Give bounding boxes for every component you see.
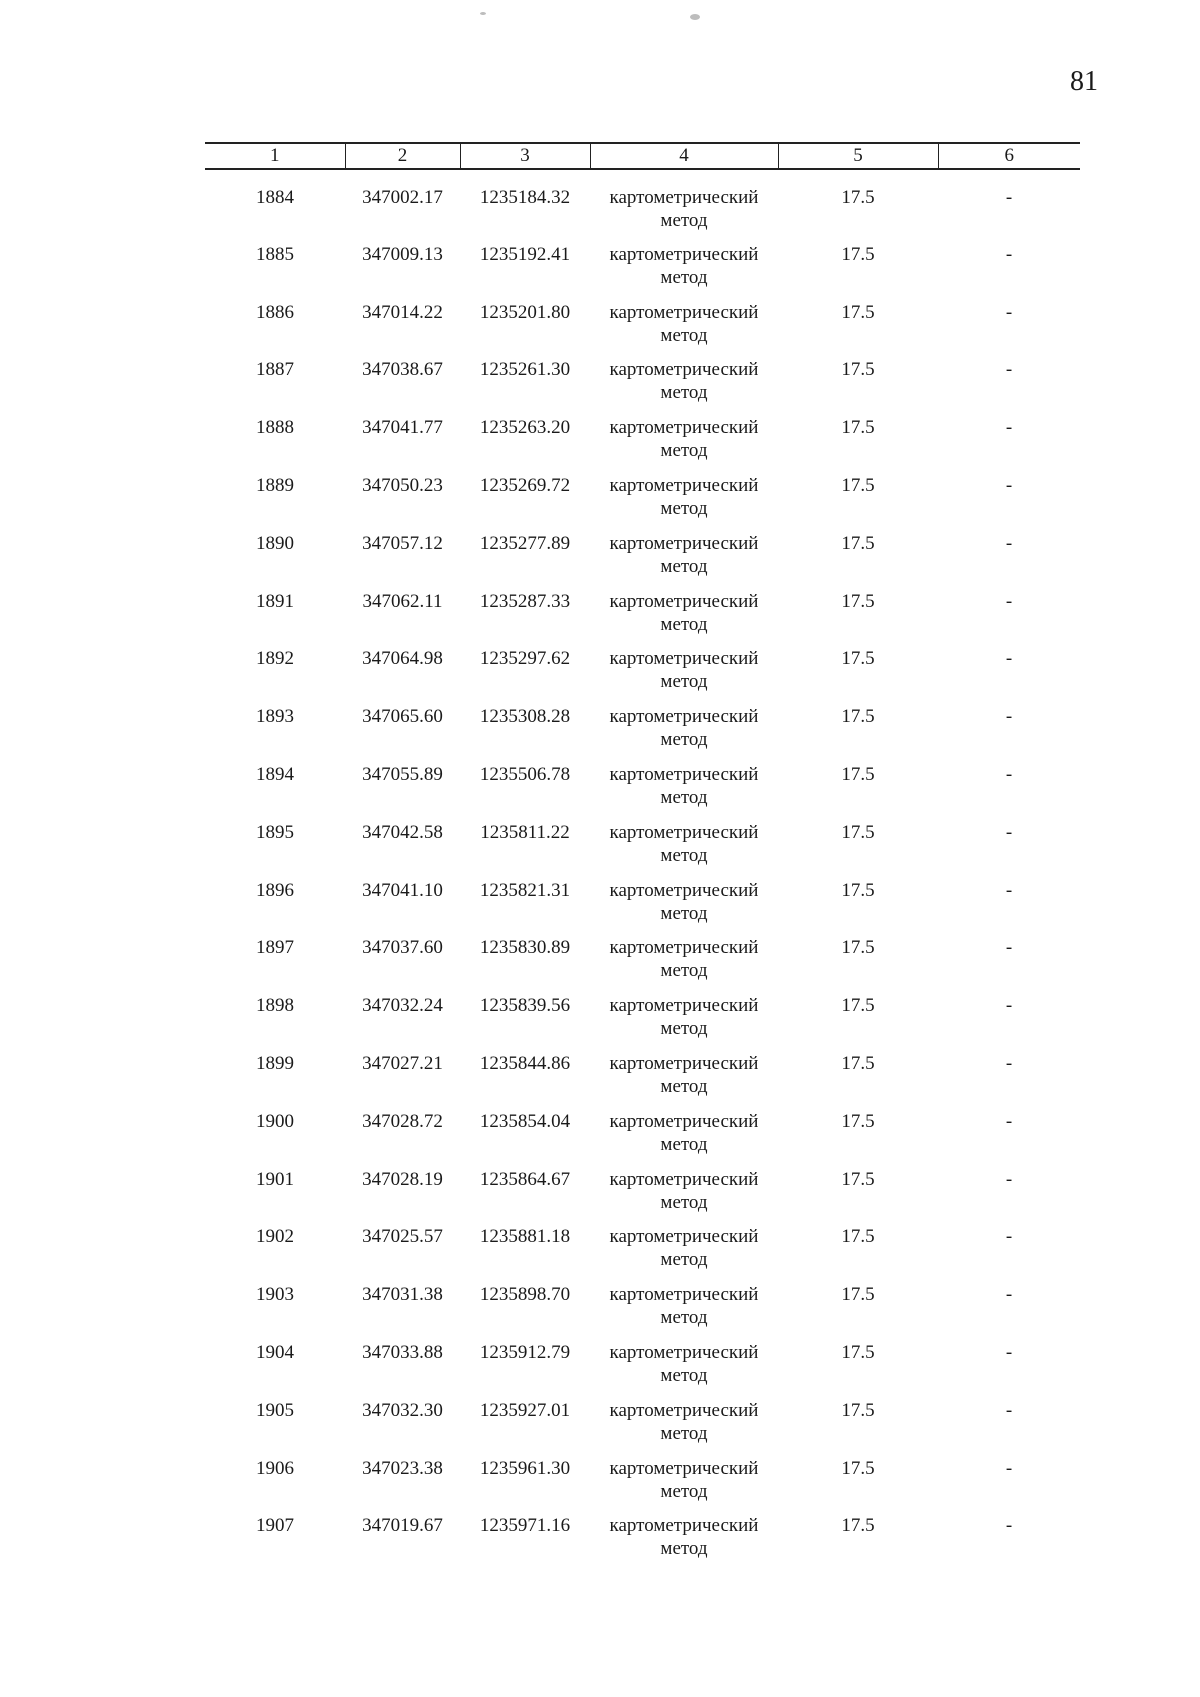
table-row bbox=[205, 416, 1080, 474]
cell-y-coordinate: 1235277.89 bbox=[479, 532, 571, 554]
table-row bbox=[205, 763, 1080, 821]
method-line-2: метод bbox=[660, 902, 708, 924]
cell-x-coordinate: 347031.38 bbox=[362, 1284, 443, 1306]
cell-method bbox=[590, 705, 778, 763]
cell-x-coordinate: 347028.72 bbox=[362, 1110, 443, 1132]
cell-method bbox=[590, 1341, 778, 1399]
method-line-2: метод bbox=[660, 1422, 708, 1444]
cell-x-coordinate: 347027.21 bbox=[362, 1052, 443, 1074]
method-line-1: картометрический bbox=[609, 1515, 759, 1537]
table-row bbox=[205, 1457, 1080, 1515]
method-line-2: метод bbox=[660, 729, 708, 751]
cell-note: - bbox=[1005, 417, 1013, 439]
method-line-1: картометрический bbox=[609, 821, 759, 843]
cell-point-number: 1904 bbox=[256, 1341, 294, 1363]
scan-speck bbox=[690, 14, 700, 20]
cell-note: - bbox=[1005, 706, 1013, 728]
cell-y-coordinate: 1235506.78 bbox=[479, 763, 571, 785]
method-line-2: метод bbox=[660, 324, 708, 346]
cell-note: - bbox=[1005, 187, 1013, 208]
cell-point-number: 1897 bbox=[256, 937, 294, 959]
cell-method bbox=[590, 1457, 778, 1515]
header-col-2: 2 bbox=[345, 143, 460, 169]
cell-value: 17.5 bbox=[841, 1168, 875, 1190]
cell-value: 17.5 bbox=[841, 937, 875, 959]
method-line-1: картометрический bbox=[609, 1399, 759, 1421]
cell-y-coordinate: 1235961.30 bbox=[479, 1457, 571, 1479]
cell-x-coordinate: 347050.23 bbox=[362, 474, 443, 496]
cell-x-coordinate: 347009.13 bbox=[362, 243, 443, 265]
method-line-1: картометрический bbox=[609, 1284, 759, 1306]
cell-y-coordinate: 1235854.04 bbox=[479, 1110, 571, 1132]
cell-value: 17.5 bbox=[841, 1110, 875, 1132]
cell-value: 17.5 bbox=[841, 1284, 875, 1306]
method-line-2: метод bbox=[660, 555, 708, 577]
cell-value: 17.5 bbox=[841, 590, 875, 612]
method-line-2: метод bbox=[660, 382, 708, 404]
cell-method bbox=[590, 1283, 778, 1341]
cell-note: - bbox=[1005, 763, 1013, 785]
method-line-1: картометрический bbox=[609, 706, 759, 728]
cell-point-number: 1907 bbox=[256, 1515, 294, 1537]
cell-x-coordinate: 347038.67 bbox=[362, 359, 443, 381]
table-row bbox=[205, 994, 1080, 1052]
cell-point-number: 1906 bbox=[256, 1457, 294, 1479]
cell-y-coordinate: 1235971.16 bbox=[479, 1515, 571, 1537]
cell-method bbox=[590, 416, 778, 474]
method-line-2: метод bbox=[660, 1538, 708, 1560]
cell-method bbox=[590, 647, 778, 705]
cell-note: - bbox=[1005, 532, 1013, 554]
cell-point-number: 1901 bbox=[256, 1168, 294, 1190]
method-line-2: метод bbox=[660, 671, 708, 693]
cell-y-coordinate: 1235927.01 bbox=[479, 1399, 571, 1421]
cell-point-number: 1888 bbox=[256, 417, 294, 439]
cell-y-coordinate: 1235263.20 bbox=[479, 417, 571, 439]
cell-value: 17.5 bbox=[841, 1399, 875, 1421]
method-line-1: картометрический bbox=[609, 474, 759, 496]
header-col-3: 3 bbox=[460, 143, 590, 169]
cell-x-coordinate: 347064.98 bbox=[362, 648, 443, 670]
method-line-1: картометрический bbox=[609, 995, 759, 1017]
table-row bbox=[205, 590, 1080, 648]
cell-method bbox=[590, 590, 778, 648]
method-line-2: метод bbox=[660, 960, 708, 982]
method-line-1: картометрический bbox=[609, 1226, 759, 1248]
table-row bbox=[205, 705, 1080, 763]
table-row bbox=[205, 169, 1080, 243]
cell-note: - bbox=[1005, 821, 1013, 843]
cell-method bbox=[590, 936, 778, 994]
cell-note: - bbox=[1005, 1399, 1013, 1421]
cell-point-number: 1891 bbox=[256, 590, 294, 612]
cell-x-coordinate: 347065.60 bbox=[362, 706, 443, 728]
cell-x-coordinate: 347062.11 bbox=[362, 590, 443, 612]
table-body bbox=[205, 169, 1080, 1572]
cell-value: 17.5 bbox=[841, 243, 875, 265]
header-col-1: 1 bbox=[205, 143, 345, 169]
cell-method bbox=[590, 169, 778, 243]
cell-point-number: 1900 bbox=[256, 1110, 294, 1132]
cell-y-coordinate: 1235269.72 bbox=[479, 474, 571, 496]
header-col-6: 6 bbox=[938, 143, 1080, 169]
table-row bbox=[205, 301, 1080, 359]
cell-y-coordinate: 1235898.70 bbox=[479, 1284, 571, 1306]
cell-note: - bbox=[1005, 648, 1013, 670]
cell-value: 17.5 bbox=[841, 1457, 875, 1479]
cell-x-coordinate: 347002.17 bbox=[362, 187, 443, 208]
cell-value: 17.5 bbox=[841, 301, 875, 323]
cell-value: 17.5 bbox=[841, 1052, 875, 1074]
page-number: 81 bbox=[1070, 66, 1098, 97]
cell-y-coordinate: 1235184.32 bbox=[479, 187, 571, 208]
cell-note: - bbox=[1005, 590, 1013, 612]
cell-note: - bbox=[1005, 301, 1013, 323]
table-row bbox=[205, 1514, 1080, 1572]
cell-point-number: 1890 bbox=[256, 532, 294, 554]
cell-note: - bbox=[1005, 1341, 1013, 1363]
header-col-5: 5 bbox=[778, 143, 938, 169]
cell-note: - bbox=[1005, 995, 1013, 1017]
cell-y-coordinate: 1235201.80 bbox=[479, 301, 571, 323]
header-col-4: 4 bbox=[590, 143, 778, 169]
method-line-1: картометрический bbox=[609, 879, 759, 901]
cell-note: - bbox=[1005, 1515, 1013, 1537]
method-line-1: картометрический bbox=[609, 1341, 759, 1363]
cell-point-number: 1887 bbox=[256, 359, 294, 381]
cell-x-coordinate: 347057.12 bbox=[362, 532, 443, 554]
method-line-2: метод bbox=[660, 1075, 708, 1097]
method-line-2: метод bbox=[660, 1249, 708, 1271]
method-line-1: картометрический bbox=[609, 1457, 759, 1479]
method-line-2: метод bbox=[660, 844, 708, 866]
cell-y-coordinate: 1235839.56 bbox=[479, 995, 571, 1017]
table-row bbox=[205, 936, 1080, 994]
cell-point-number: 1902 bbox=[256, 1226, 294, 1248]
table-row bbox=[205, 1225, 1080, 1283]
cell-point-number: 1886 bbox=[256, 301, 294, 323]
cell-note: - bbox=[1005, 1457, 1013, 1479]
cell-y-coordinate: 1235192.41 bbox=[479, 243, 571, 265]
cell-y-coordinate: 1235821.31 bbox=[479, 879, 571, 901]
method-line-2: метод bbox=[660, 440, 708, 462]
cell-point-number: 1894 bbox=[256, 763, 294, 785]
method-line-1: картометрический bbox=[609, 590, 759, 612]
method-line-1: картометрический bbox=[609, 1168, 759, 1190]
table-row bbox=[205, 474, 1080, 532]
method-line-1: картометрический bbox=[609, 1110, 759, 1132]
table-row bbox=[205, 879, 1080, 937]
method-line-2: метод bbox=[660, 1307, 708, 1329]
cell-point-number: 1889 bbox=[256, 474, 294, 496]
method-line-1: картометрический bbox=[609, 532, 759, 554]
cell-x-coordinate: 347032.24 bbox=[362, 995, 443, 1017]
cell-method bbox=[590, 1514, 778, 1572]
cell-method bbox=[590, 1168, 778, 1226]
scan-speck bbox=[480, 12, 486, 15]
cell-note: - bbox=[1005, 1110, 1013, 1132]
coordinates-table bbox=[205, 142, 1080, 1572]
cell-note: - bbox=[1005, 474, 1013, 496]
cell-value: 17.5 bbox=[841, 706, 875, 728]
cell-method bbox=[590, 1399, 778, 1457]
cell-y-coordinate: 1235308.28 bbox=[479, 706, 571, 728]
method-line-1: картометрический bbox=[609, 1052, 759, 1074]
cell-x-coordinate: 347055.89 bbox=[362, 763, 443, 785]
cell-value: 17.5 bbox=[841, 417, 875, 439]
method-line-2: метод bbox=[660, 1018, 708, 1040]
cell-y-coordinate: 1235881.18 bbox=[479, 1226, 571, 1248]
cell-method bbox=[590, 1052, 778, 1110]
cell-note: - bbox=[1005, 359, 1013, 381]
cell-method bbox=[590, 532, 778, 590]
method-line-2: метод bbox=[660, 1364, 708, 1386]
method-line-1: картометрический bbox=[609, 243, 759, 265]
method-line-1: картометрический bbox=[609, 763, 759, 785]
cell-point-number: 1885 bbox=[256, 243, 294, 265]
table-header-row bbox=[205, 143, 1080, 169]
cell-y-coordinate: 1235297.62 bbox=[479, 648, 571, 670]
method-line-1: картометрический bbox=[609, 937, 759, 959]
cell-note: - bbox=[1005, 243, 1013, 265]
cell-value: 17.5 bbox=[841, 187, 875, 208]
cell-x-coordinate: 347023.38 bbox=[362, 1457, 443, 1479]
table-row bbox=[205, 358, 1080, 416]
cell-x-coordinate: 347019.67 bbox=[362, 1515, 443, 1537]
cell-point-number: 1905 bbox=[256, 1399, 294, 1421]
cell-y-coordinate: 1235287.33 bbox=[479, 590, 571, 612]
cell-method bbox=[590, 358, 778, 416]
cell-point-number: 1892 bbox=[256, 648, 294, 670]
cell-note: - bbox=[1005, 1052, 1013, 1074]
method-line-2: метод bbox=[660, 1133, 708, 1155]
cell-x-coordinate: 347028.19 bbox=[362, 1168, 443, 1190]
cell-x-coordinate: 347014.22 bbox=[362, 301, 443, 323]
cell-value: 17.5 bbox=[841, 995, 875, 1017]
cell-method bbox=[590, 1225, 778, 1283]
cell-note: - bbox=[1005, 1226, 1013, 1248]
cell-method bbox=[590, 243, 778, 301]
cell-y-coordinate: 1235912.79 bbox=[479, 1341, 571, 1363]
method-line-2: метод bbox=[660, 497, 708, 519]
cell-method bbox=[590, 763, 778, 821]
method-line-2: метод bbox=[660, 786, 708, 808]
cell-point-number: 1884 bbox=[256, 187, 294, 208]
cell-value: 17.5 bbox=[841, 821, 875, 843]
cell-x-coordinate: 347032.30 bbox=[362, 1399, 443, 1421]
method-line-2: метод bbox=[660, 613, 708, 635]
table-header bbox=[205, 143, 1080, 169]
table-row bbox=[205, 243, 1080, 301]
cell-y-coordinate: 1235844.86 bbox=[479, 1052, 571, 1074]
method-line-1: картометрический bbox=[609, 359, 759, 381]
cell-method bbox=[590, 1110, 778, 1168]
cell-y-coordinate: 1235864.67 bbox=[479, 1168, 571, 1190]
cell-value: 17.5 bbox=[841, 532, 875, 554]
cell-point-number: 1896 bbox=[256, 879, 294, 901]
cell-y-coordinate: 1235811.22 bbox=[480, 821, 570, 843]
table-row bbox=[205, 1168, 1080, 1226]
cell-point-number: 1893 bbox=[256, 706, 294, 728]
cell-value: 17.5 bbox=[841, 648, 875, 670]
table-row bbox=[205, 1052, 1080, 1110]
table-row bbox=[205, 821, 1080, 879]
cell-value: 17.5 bbox=[841, 1341, 875, 1363]
cell-x-coordinate: 347037.60 bbox=[362, 937, 443, 959]
method-line-2: метод bbox=[660, 1191, 708, 1213]
method-line-1: картометрический bbox=[609, 417, 759, 439]
cell-point-number: 1895 bbox=[256, 821, 294, 843]
cell-method bbox=[590, 821, 778, 879]
cell-point-number: 1899 bbox=[256, 1052, 294, 1074]
cell-note: - bbox=[1005, 937, 1013, 959]
cell-x-coordinate: 347033.88 bbox=[362, 1341, 443, 1363]
table-row bbox=[205, 1110, 1080, 1168]
cell-x-coordinate: 347041.10 bbox=[362, 879, 443, 901]
cell-value: 17.5 bbox=[841, 359, 875, 381]
method-line-1: картометрический bbox=[609, 187, 759, 208]
cell-value: 17.5 bbox=[841, 1226, 875, 1248]
cell-note: - bbox=[1005, 1284, 1013, 1306]
method-line-1: картометрический bbox=[609, 648, 759, 670]
cell-y-coordinate: 1235261.30 bbox=[479, 359, 571, 381]
cell-point-number: 1898 bbox=[256, 995, 294, 1017]
table-row bbox=[205, 647, 1080, 705]
cell-x-coordinate: 347025.57 bbox=[362, 1226, 443, 1248]
cell-y-coordinate: 1235830.89 bbox=[479, 937, 571, 959]
cell-value: 17.5 bbox=[841, 1515, 875, 1537]
cell-x-coordinate: 347042.58 bbox=[362, 821, 443, 843]
cell-method bbox=[590, 879, 778, 937]
cell-value: 17.5 bbox=[841, 763, 875, 785]
cell-note: - bbox=[1005, 879, 1013, 901]
table-row bbox=[205, 1399, 1080, 1457]
cell-value: 17.5 bbox=[841, 879, 875, 901]
method-line-2: метод bbox=[660, 266, 708, 288]
cell-note: - bbox=[1005, 1168, 1013, 1190]
method-line-2: метод bbox=[660, 1480, 708, 1502]
cell-method bbox=[590, 994, 778, 1052]
table-row bbox=[205, 532, 1080, 590]
cell-x-coordinate: 347041.77 bbox=[362, 417, 443, 439]
cell-method bbox=[590, 474, 778, 532]
method-line-1: картометрический bbox=[609, 301, 759, 323]
method-line-2: метод bbox=[660, 210, 708, 231]
cell-method bbox=[590, 301, 778, 359]
cell-point-number: 1903 bbox=[256, 1284, 294, 1306]
table-row bbox=[205, 1341, 1080, 1399]
table-row bbox=[205, 1283, 1080, 1341]
cell-value: 17.5 bbox=[841, 474, 875, 496]
